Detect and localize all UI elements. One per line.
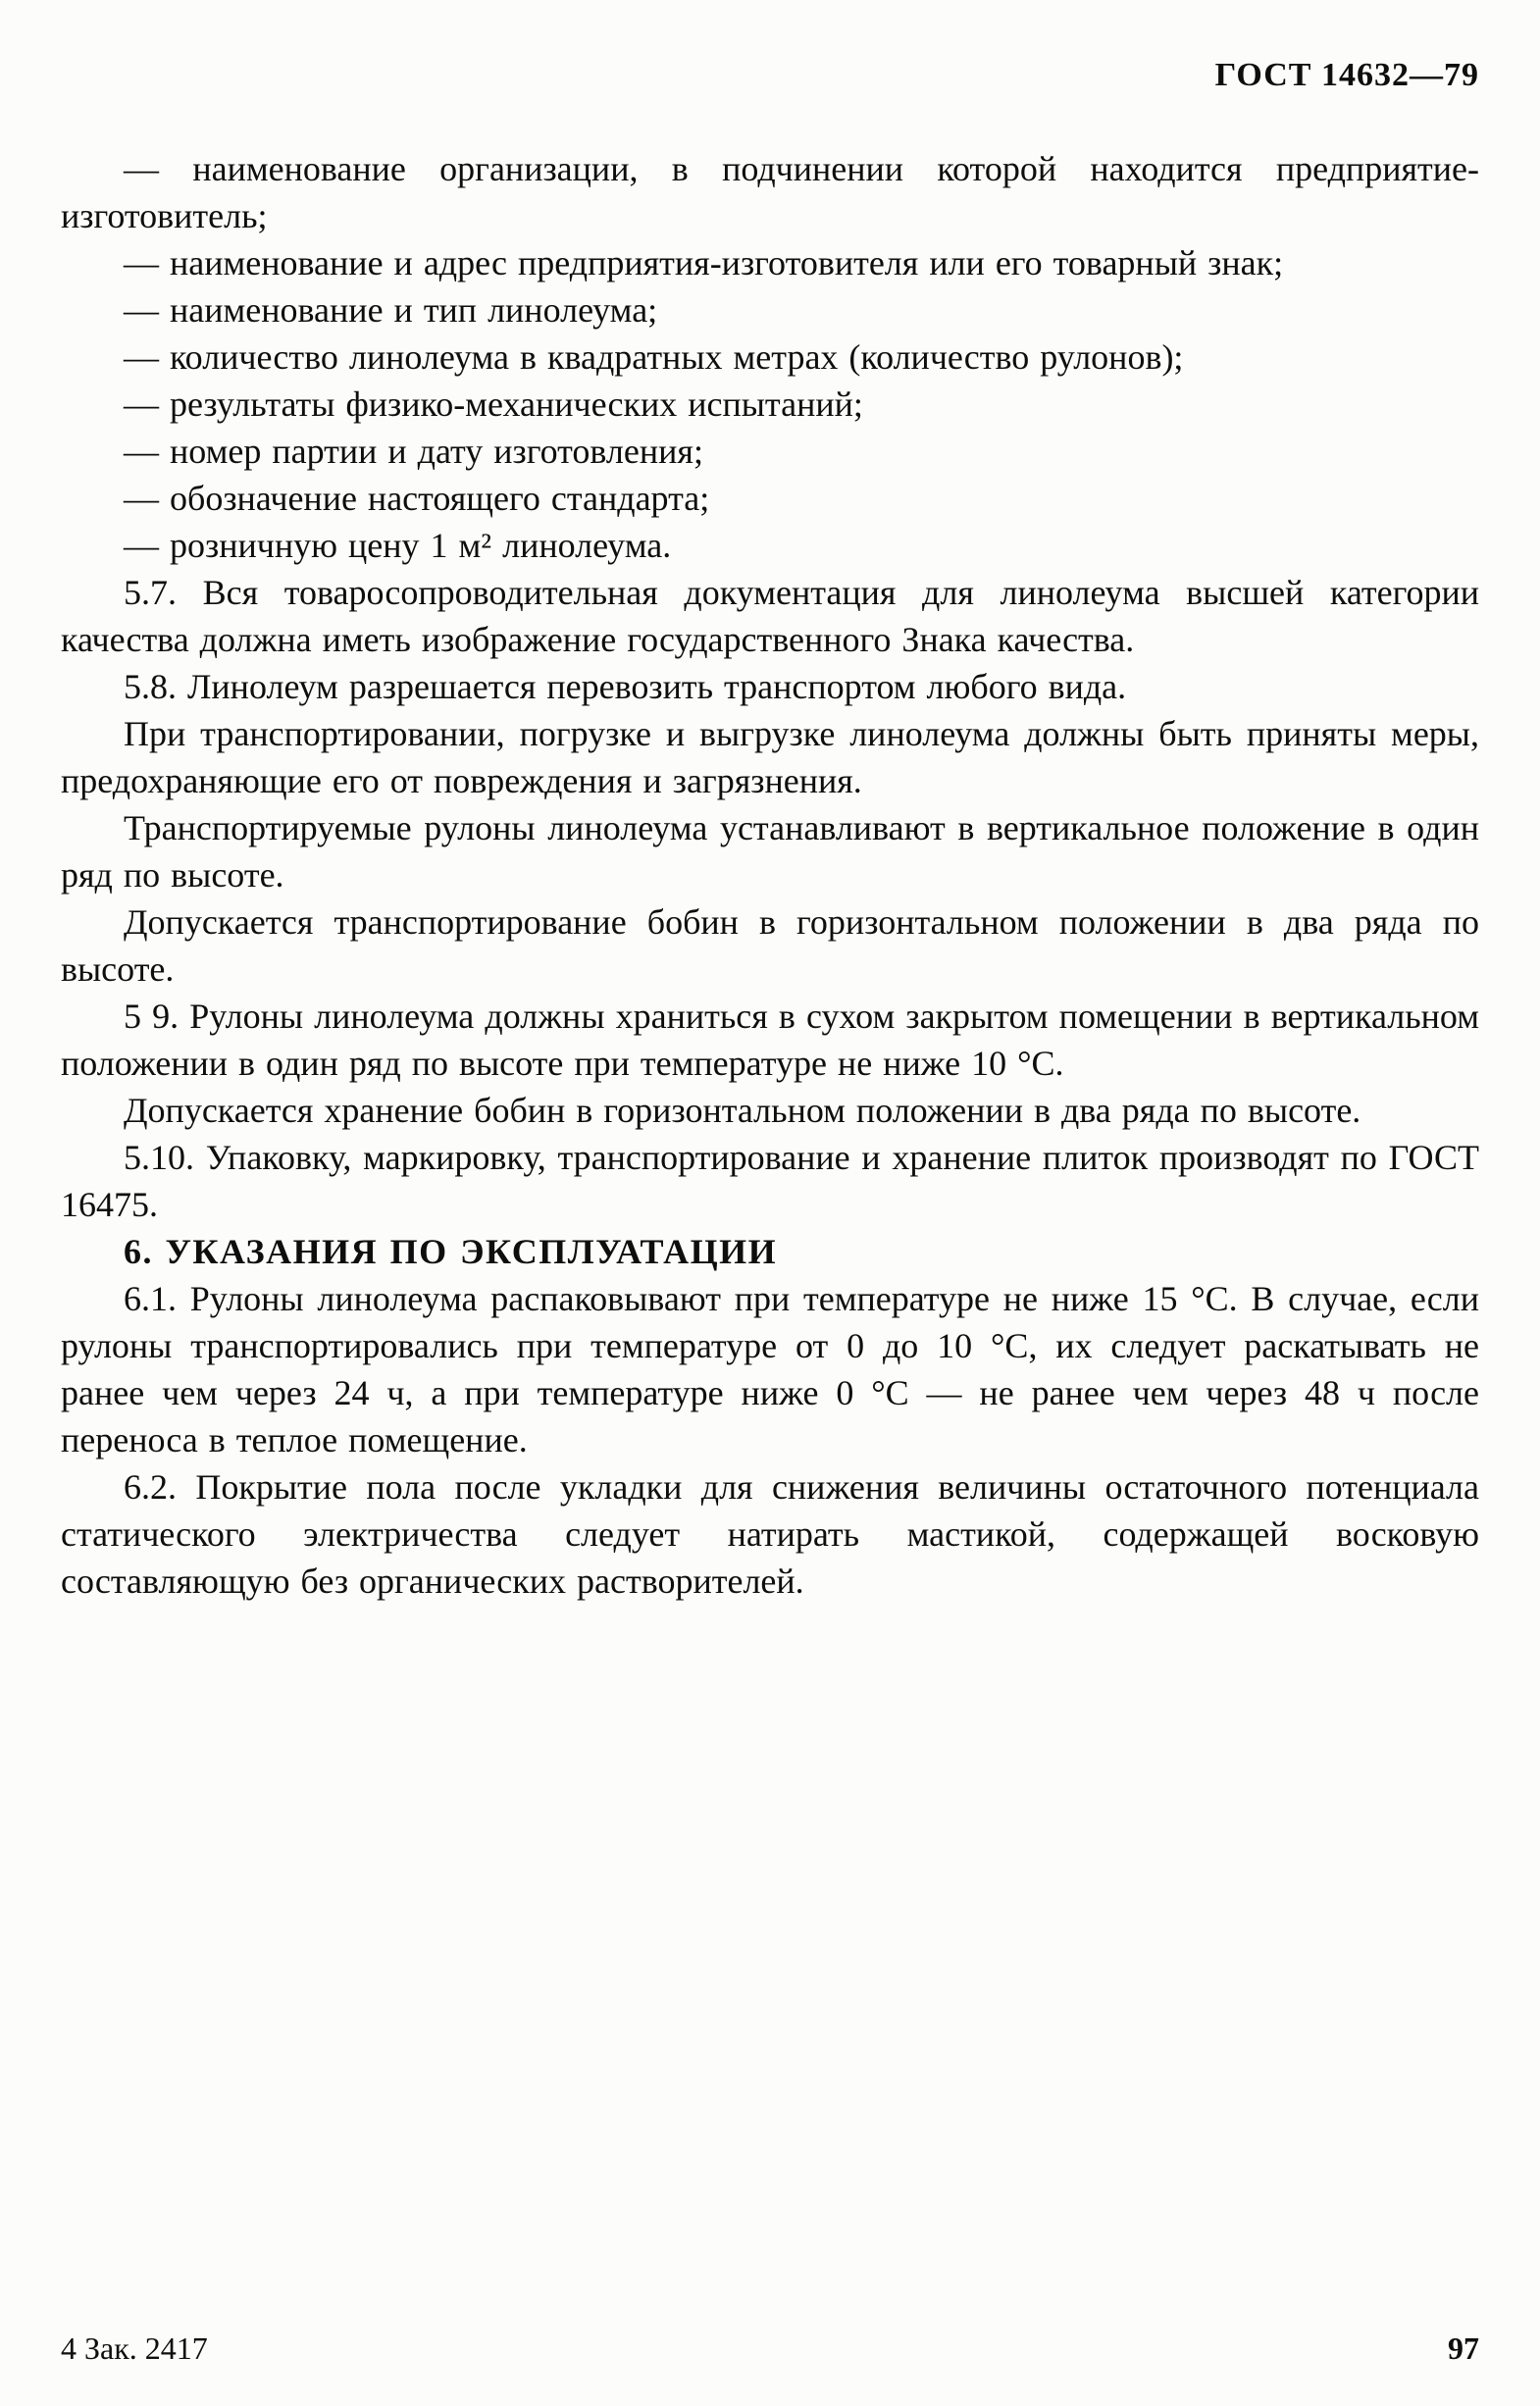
- list-item: — номер партии и дату изготовления;: [124, 432, 703, 471]
- paragraph: 5.10. Упаковку, маркировку, транспортирование и хранение плиток производят по ГОСТ 16475.: [61, 1138, 1479, 1224]
- paragraph: При транспортировании, погрузке и выгрузке линолеума должны быть приняты меры, предохраняющие его от повреждения и загрязнения.: [61, 714, 1479, 800]
- document-body: [61, 145, 1479, 1605]
- paragraph: 6.1. Рулоны линолеума распаковывают при температуре не ниже 15 °С. В случае, если рулоны транспортировались при температуре от 0 до 10 °С, их следует раскатывать не ранее чем через 24 ч, а при температуре ниже 0 °С — не ранее чем через 48 ч после переноса в теплое помещение.: [61, 1279, 1479, 1459]
- standard-number: ГОСТ 14632—79: [1214, 57, 1479, 93]
- paragraph: Транспортируемые рулоны линолеума устанавливают в вертикальное положение в один ряд по высоте.: [61, 808, 1479, 895]
- paragraph: 6.2. Покрытие пола после укладки для снижения величины остаточного потенциала статического электричества следует натирать мастикой, содержащей восковую составляющую без органических растворителей.: [61, 1467, 1479, 1601]
- list-item: — наименование организации, в подчинении которой находится предприятие-изготовитель;: [61, 149, 1479, 235]
- paragraph: Допускается хранение бобин в горизонтальном положении в два ряда по высоте.: [124, 1091, 1361, 1130]
- page-number: 97: [1448, 2330, 1479, 2366]
- list-item: — количество линолеума в квадратных метрах (количество рулонов);: [124, 337, 1184, 377]
- list-item: — наименование и тип линолеума;: [124, 290, 658, 330]
- footer-imprint: 4 Зак. 2417: [61, 2330, 208, 2366]
- page-footer: [61, 2330, 1479, 2367]
- section-heading: 6. УКАЗАНИЯ ПО ЭКСПЛУАТАЦИИ: [124, 1232, 778, 1271]
- list-item: — розничную цену 1 м² линолеума.: [124, 526, 672, 565]
- list-item: — обозначение настоящего стандарта;: [124, 479, 710, 518]
- list-item: — наименование и адрес предприятия-изготовителя или его товарный знак;: [124, 243, 1284, 282]
- paragraph: 5 9. Рулоны линолеума должны храниться в сухом закрытом помещении в вертикальном положении в один ряд по высоте при температуре не ниже 10 °С.: [61, 997, 1479, 1083]
- list-item: — результаты физико-механических испытаний;: [124, 384, 863, 424]
- paragraph: 5.8. Линолеум разрешается перевозить транспортом любого вида.: [124, 667, 1127, 706]
- paragraph: Допускается транспортирование бобин в горизонтальном положении в два ряда по высоте.: [61, 902, 1479, 989]
- page-header: [61, 57, 1479, 94]
- paragraph: 5.7. Вся товаросопроводительная документация для линолеума высшей категории качества должна иметь изображение государственного Знака качества.: [61, 573, 1479, 659]
